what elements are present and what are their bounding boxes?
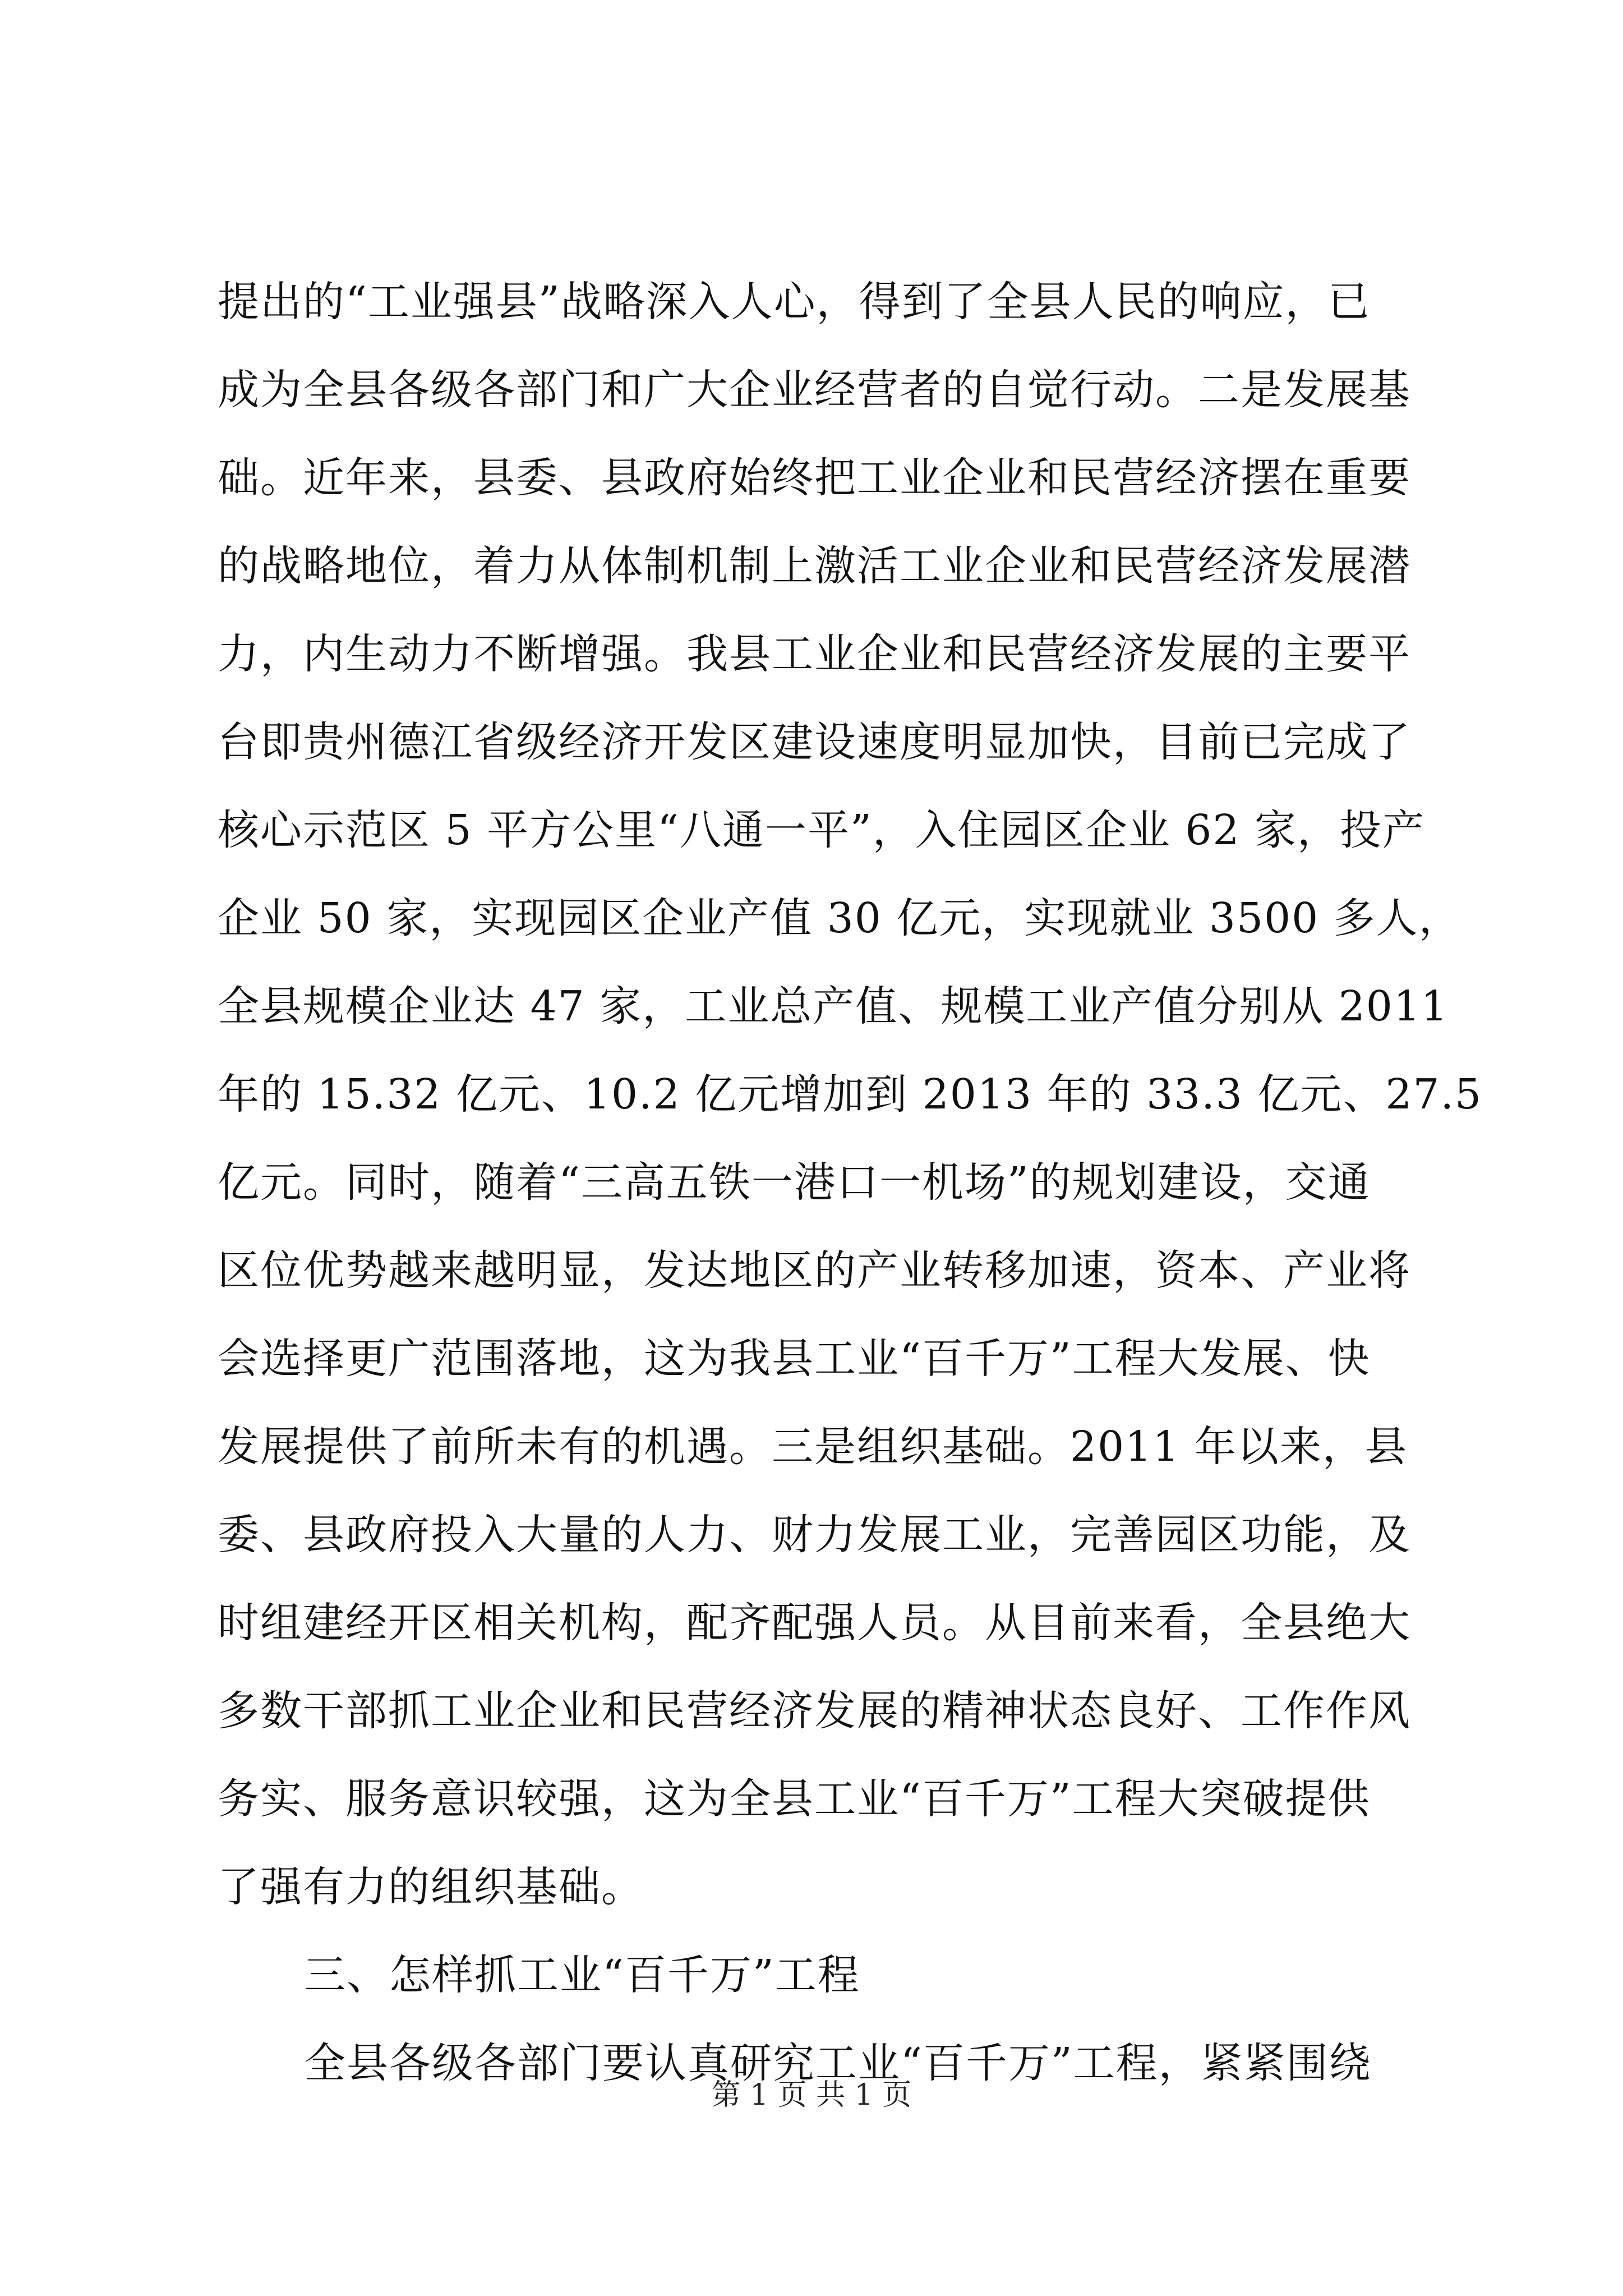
text-line: 亿元。同时，随着“三高五铁一港口一机场”的规划建设，交通 (218, 1158, 1371, 1207)
text-line: 务实、服务意识较强，这为全县工业“百千万”工程大突破提供 (218, 1775, 1371, 1823)
text-line: 力，内生动力不断增强。我县工业企业和民营经济发展的主要平 (218, 630, 1411, 678)
text-line: 核心示范区 5 平方公里“八通一平”，入住园区企业 62 家，投产 (218, 806, 1425, 854)
text-line: 会选择更广范围落地，这为我县工业“百千万”工程大发展、快 (218, 1335, 1371, 1383)
text-line: 成为全县各级各部门和广大企业经营者的自觉行动。二是发展基 (218, 366, 1411, 414)
text-line: 委、县政府投入大量的人力、财力发展工业，完善园区功能，及 (218, 1511, 1411, 1559)
text-line: 企业 50 家，实现园区企业产值 30 亿元，实现就业 3500 多人， (218, 894, 1461, 942)
text-line: 年的 15.32 亿元、10.2 亿元增加到 2013 年的 33.3 亿元、27.5 (218, 1070, 1483, 1119)
text-line: 全县规模企业达 47 家，工业总产值、规模工业产值分别从 2011 (218, 982, 1449, 1030)
text-line: 区位优势越来越明显，发达地区的产业转移加速，资本、产业将 (218, 1246, 1411, 1295)
text-line: 的战略地位，着力从体制机制上激活工业企业和民营经济发展潜 (218, 542, 1411, 590)
text-line: 时组建经开区相关机构，配齐配强人员。从目前来看，全县绝大 (218, 1599, 1411, 1647)
document-body (218, 258, 1483, 2108)
paragraph-first-line: 全县各级各部门要认真研究工业“百千万”工程，紧紧围绕 (304, 2039, 1372, 2087)
text-line: 了强有力的组织基础。 (218, 1863, 644, 1911)
text-line: 台即贵州德江省级经济开发区建设速度明显加快，目前已完成了 (218, 718, 1411, 766)
section-heading: 三、怎样抓工业“百千万”工程 (304, 1951, 860, 1999)
text-line: 发展提供了前所未有的机遇。三是组织基础。2011 年以来，县 (218, 1423, 1408, 1471)
page-footer: 第 1 页 共 1 页 (711, 2078, 912, 2112)
text-line: 多数干部抓工业企业和民营经济发展的精神状态良好、工作作风 (218, 1687, 1411, 1735)
text-line: 础。近年来，县委、县政府始终把工业企业和民营经济摆在重要 (218, 454, 1411, 502)
text-line: 提出的“工业强县”战略深入人心，得到了全县人民的响应，已 (218, 278, 1371, 326)
